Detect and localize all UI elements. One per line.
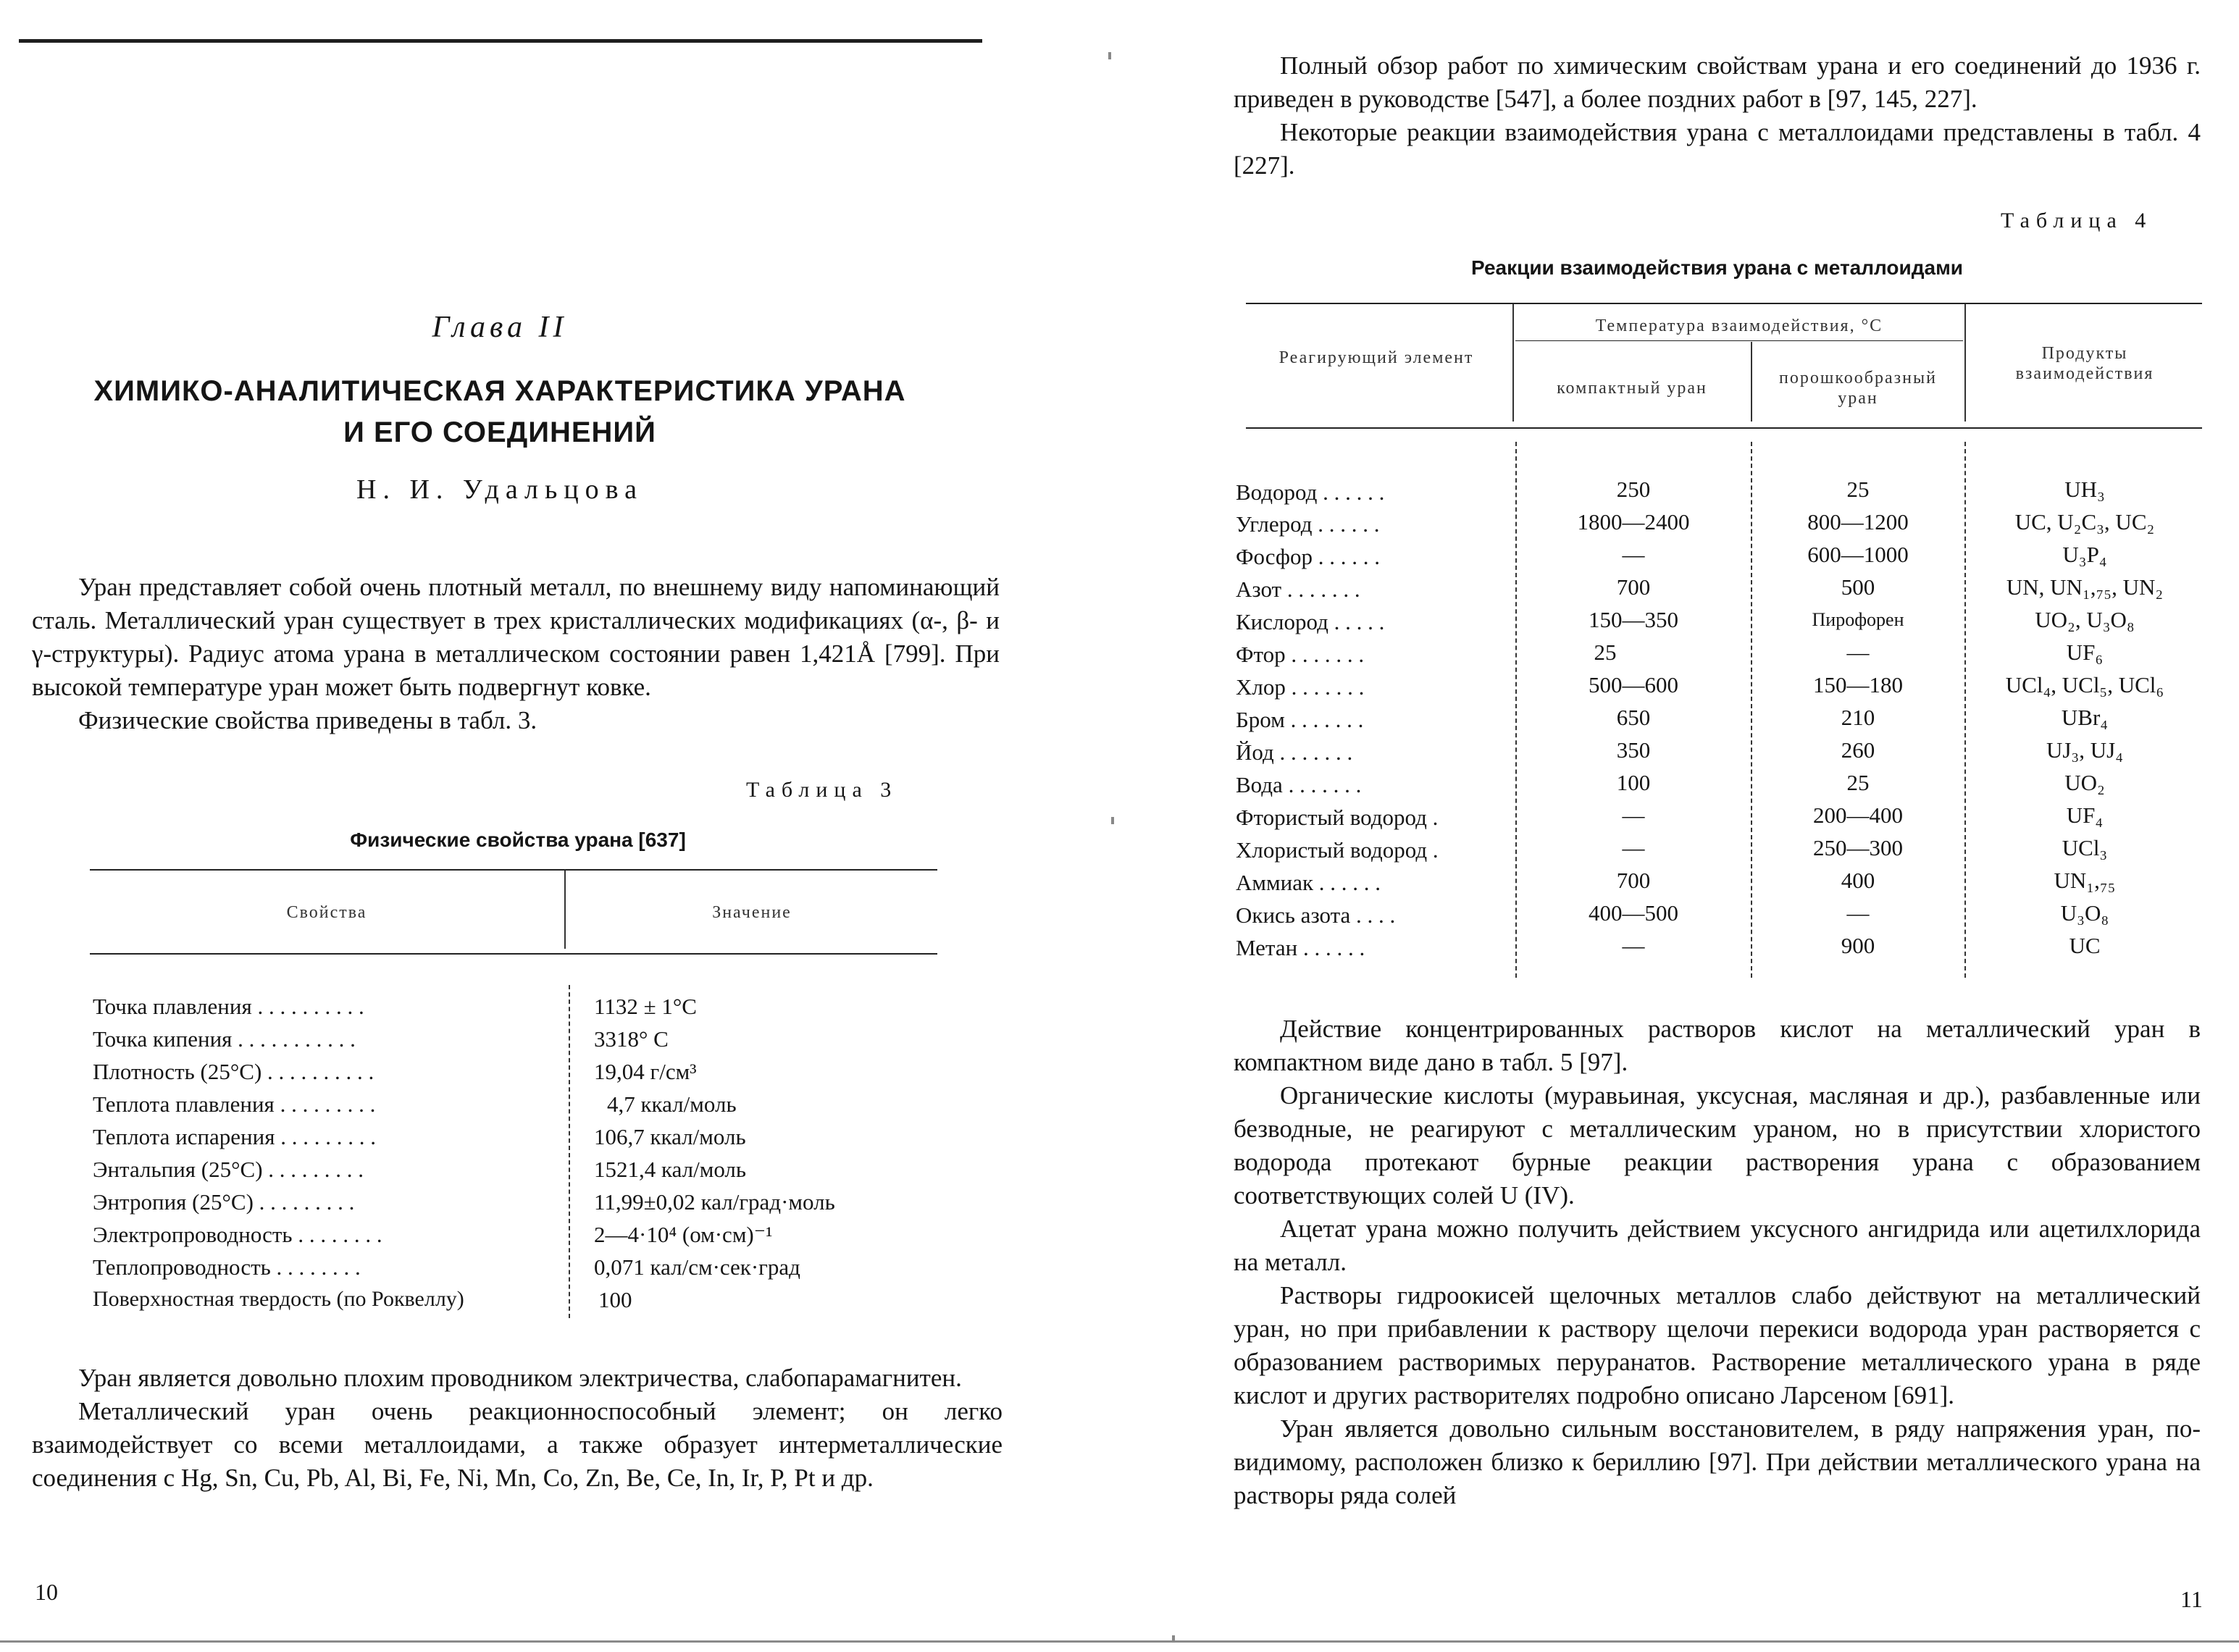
table-cell-products: UH₃ bbox=[2064, 477, 2105, 502]
table-row-element: Окись азота . . . . bbox=[1236, 902, 1396, 928]
paragraph: Полный обзор работ по химическим свойствам урана и его соединений до 1936 г. приведен в руководстве [547], а более поздних работ в [97, 145, 227]. bbox=[1234, 51, 2201, 113]
table-cell-powder: 200—400 bbox=[1813, 802, 1903, 828]
table-row-value: 3318° С bbox=[594, 1026, 669, 1052]
table3-header-value: Значение bbox=[712, 903, 792, 922]
table-cell-powder: 25 bbox=[1846, 477, 1870, 502]
table-cell-products: UCl₄, UCl₅, UCl₆ bbox=[2005, 672, 2164, 697]
table-cell-products: U₃P₄ bbox=[2062, 542, 2107, 567]
table-cell-products: UO₂ bbox=[2064, 770, 2105, 795]
paragraph: Физические свойства приведены в табл. 3. bbox=[78, 706, 537, 734]
table-row-element: Бром . . . . . . . bbox=[1236, 707, 1364, 732]
paragraph: Металлический уран очень реакционноспособный элемент; он легко взаимодействует со всеми металлоидами, а также образует интерметаллические соединения с Hg, Sn, Cu, Pb, Al, Bi, Fe, Ni, Mn, Co, Zn, Be, Ce, In, Ir, P, Pt и др. bbox=[32, 1397, 1003, 1492]
table-cell-compact: 25 bbox=[1594, 640, 1617, 665]
table4-header-products: Продукты взаимодействия bbox=[2015, 344, 2154, 383]
table4-rule bbox=[1246, 427, 2202, 429]
table-row-element: Метан . . . . . . bbox=[1236, 935, 1365, 960]
table-cell-powder: 400 bbox=[1841, 868, 1875, 893]
table4-label: Таблица 4 bbox=[2001, 209, 2153, 232]
table-row-name: Электропроводность . . . . . . . . bbox=[93, 1222, 382, 1247]
table-cell-compact: 250 bbox=[1616, 477, 1651, 502]
table-cell-powder: 250—300 bbox=[1813, 835, 1903, 860]
table-cell-powder: Пирофорен bbox=[1812, 609, 1904, 630]
table-row-element: Хлор . . . . . . . bbox=[1236, 674, 1365, 700]
body-text bbox=[1234, 1012, 2201, 1512]
table3-header-property: Свойства bbox=[286, 903, 367, 922]
intro-text bbox=[1234, 49, 2201, 183]
table-cell-compact: 400—500 bbox=[1589, 900, 1678, 926]
table-row-value: 1132 ± 1°С bbox=[594, 994, 697, 1019]
table-row-value: 1521,4 кал/моль bbox=[594, 1157, 747, 1182]
table-cell-products: UCl₃ bbox=[2062, 835, 2108, 860]
table-cell-compact: 350 bbox=[1616, 737, 1651, 763]
paragraph: Растворы гидроокисей щелочных металлов слабо действуют на металлический уран, но при прибавлении к раствору щелочи перекиси водорода уран растворяется с образованием растворимых перуранатов. Растворение металлического урана в ряде кислот и других растворителях подробно описано Ларсеном [691]. bbox=[1234, 1281, 2201, 1409]
table4-col-divider bbox=[1512, 304, 1514, 422]
table-row-name: Энтальпия (25°С) . . . . . . . . . bbox=[93, 1157, 364, 1182]
table-cell-compact: 500—600 bbox=[1589, 672, 1678, 697]
table-row-value: 4,7 ккал/моль bbox=[607, 1091, 737, 1117]
paragraph: Уран представляет собой очень плотный металл, по внешнему виду напоминающий сталь. Металлический уран существует в трех кристаллических модификациях (α-, β- и γ-структуры). Радиус атома урана в металлическом состоянии равен 1,421Å [799]. При высокой температуре уран может быть подвергнут ковке. bbox=[32, 573, 1000, 701]
table-cell-products: UN, UN₁,₇₅, UN₂ bbox=[2006, 574, 2164, 600]
table4-header-temp: Температура взаимодействия, °С bbox=[1595, 316, 1883, 335]
table-cell-compact: — bbox=[1622, 835, 1645, 860]
table-row-value: 106,7 ккал/моль bbox=[594, 1124, 746, 1149]
table4-col-divider bbox=[1515, 442, 1517, 978]
table3-label: Таблица 3 bbox=[746, 778, 898, 802]
table-cell-powder: 500 bbox=[1841, 574, 1875, 600]
table-row-name: Теплота испарения . . . . . . . . . bbox=[93, 1124, 376, 1149]
table-cell-powder: 150—180 bbox=[1813, 672, 1903, 697]
table-row-name: Энтропия (25°С) . . . . . . . . . bbox=[93, 1189, 355, 1215]
table-cell-powder: 210 bbox=[1841, 705, 1875, 730]
table-cell-compact: 650 bbox=[1616, 705, 1651, 730]
table-row-name: Точка плавления . . . . . . . . . . bbox=[93, 994, 364, 1019]
table-cell-powder: 25 bbox=[1846, 770, 1870, 795]
table-row-element: Углерод . . . . . . bbox=[1236, 511, 1380, 537]
table-cell-compact: 1800—2400 bbox=[1577, 509, 1690, 534]
table3-title: Физические свойства урана [637] bbox=[350, 829, 686, 851]
table4-rule bbox=[1246, 303, 2202, 304]
table-cell-products: UN₁,₇₅ bbox=[2054, 868, 2116, 893]
paragraph: Уран является довольно плохим проводником электричества, слабопарамагнитен. bbox=[78, 1364, 962, 1392]
paragraph: Уран является довольно сильным восстановителем, в ряду напряжения уран, по-видимому, расположен близко к бериллию [97]. При действии металлического урана на растворы ряда солей bbox=[1234, 1414, 2201, 1509]
table-cell-powder: 800—1200 bbox=[1807, 509, 1909, 534]
paragraph: Действие концентрированных растворов кислот на металлический уран в компактном виде дано в табл. 5 [97]. bbox=[1234, 1015, 2201, 1076]
table-row-element: Водород . . . . . . bbox=[1236, 479, 1385, 505]
table-row-value: 100 bbox=[598, 1287, 632, 1312]
table-row-value: 19,04 г/см³ bbox=[594, 1059, 697, 1084]
table-row-element: Фосфор . . . . . . bbox=[1236, 544, 1380, 569]
table-cell-products: UBr₄ bbox=[2061, 705, 2109, 730]
table-cell-products: UC bbox=[2069, 933, 2101, 958]
table-row-value: 0,071 кал/см·сек·град bbox=[594, 1254, 800, 1280]
table-cell-products: U₃O₈ bbox=[2060, 900, 2109, 926]
table-row-element: Вода . . . . . . . bbox=[1236, 772, 1362, 797]
table-row-name: Теплота плавления . . . . . . . . . bbox=[93, 1091, 376, 1117]
table4-rule bbox=[1515, 340, 1963, 341]
table4-col-divider bbox=[1964, 442, 1966, 978]
table4-header-element: Реагирующий элемент bbox=[1278, 348, 1474, 367]
table-cell-powder: 260 bbox=[1841, 737, 1875, 763]
author: Н. И. Удальцова bbox=[356, 474, 643, 505]
table-cell-powder: 600—1000 bbox=[1807, 542, 1909, 567]
table-cell-products: UF₄ bbox=[2066, 802, 2104, 828]
table-cell-compact: — bbox=[1622, 933, 1645, 958]
table-cell-compact: 150—350 bbox=[1589, 607, 1678, 632]
table-row-name: Точка кипения . . . . . . . . . . . bbox=[93, 1026, 356, 1052]
chapter-heading: Глава II bbox=[432, 311, 568, 344]
paragraph: Некоторые реакции взаимодействия урана с металлоидами представлены в табл. 4 [227]. bbox=[1234, 118, 2201, 180]
table-row-name: Теплопроводность . . . . . . . . bbox=[93, 1254, 361, 1280]
paragraph: Ацетат урана можно получить действием уксусного ангидрида или ацетилхлорида на металл. bbox=[1234, 1215, 2201, 1276]
table4-header-powder: порошкообразный уран bbox=[1779, 369, 1937, 408]
table-row-value: 11,99±0,02 кал/град·моль bbox=[594, 1189, 835, 1215]
table-row-element: Фтористый водород . bbox=[1236, 805, 1439, 830]
table-cell-compact: 700 bbox=[1616, 574, 1651, 600]
table-cell-compact: 700 bbox=[1616, 868, 1651, 893]
table4-title: Реакции взаимодействия урана с металлоидами bbox=[1470, 256, 1964, 279]
table-row-element: Фтор . . . . . . . bbox=[1236, 642, 1365, 667]
table-row-value: 2—4·10⁴ (ом·см)⁻¹ bbox=[594, 1222, 773, 1247]
table-cell-products: UC, U₂C₃, UC₂ bbox=[2014, 509, 2155, 534]
table-cell-products: UF₆ bbox=[2066, 640, 2104, 665]
table-cell-compact: 100 bbox=[1616, 770, 1651, 795]
table-row-name: Поверхностная твердость (по Роквеллу) bbox=[93, 1287, 464, 1311]
table-cell-powder: — bbox=[1846, 900, 1870, 926]
table-row-element: Хлористый водород . bbox=[1236, 837, 1439, 863]
page-number: 10 bbox=[35, 1579, 58, 1605]
table-cell-products: UO₂, U₃O₈ bbox=[2035, 607, 2135, 632]
table-row-name: Плотность (25°С) . . . . . . . . . . bbox=[93, 1059, 374, 1084]
table-row-element: Йод . . . . . . . bbox=[1236, 739, 1353, 765]
table-row-element: Аммиак . . . . . . bbox=[1236, 870, 1381, 895]
table-cell-compact: — bbox=[1622, 542, 1645, 567]
table-cell-powder: — bbox=[1846, 640, 1870, 665]
table-row-element: Азот . . . . . . . bbox=[1236, 576, 1360, 602]
table-cell-compact: — bbox=[1622, 802, 1645, 828]
table4-col-divider bbox=[1751, 442, 1752, 978]
table4-header-compact: компактный уран bbox=[1557, 379, 1707, 398]
table-row-element: Кислород . . . . . bbox=[1236, 609, 1385, 634]
paragraph: Органические кислоты (муравьиная, уксусная, масляная и др.), разбавленные или безводные, не реагируют с металлическим ураном, но в присутствии хлористого водорода протекают бурные реакции растворения урана с образованием соответствующих солей U (IV). bbox=[1234, 1081, 2201, 1209]
chapter-title-text: ХИМИКО-АНАЛИТИЧЕСКАЯ ХАРАКТЕРИСТИКА УРАНА И ЕГО СОЕДИНЕНИЙ bbox=[93, 375, 906, 448]
table-cell-products: UJ₃, UJ₄ bbox=[2046, 737, 2124, 763]
table4-col-divider bbox=[1751, 342, 1752, 422]
table4-col-divider bbox=[1964, 304, 1966, 422]
table-cell-powder: 900 bbox=[1841, 933, 1875, 958]
page-number: 11 bbox=[2180, 1586, 2203, 1612]
